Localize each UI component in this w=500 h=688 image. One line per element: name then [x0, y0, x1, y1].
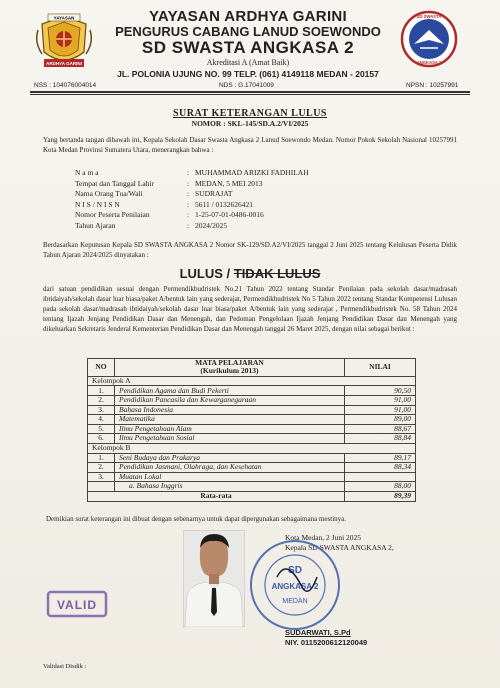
valid-stamp-icon [46, 590, 108, 618]
foundation-name: YAYASAN ARDHYA GARINI [148, 8, 348, 25]
header-divider-thick [30, 91, 470, 93]
col-score: NILAI [345, 359, 416, 377]
result-pass: LULUS / [179, 266, 231, 281]
decision-paragraph: Berdasarkan Keputusan Kepala SD SWASTA ANGKASA 2 Nomor SK-129/SD.A2/VI/2025 tanggal 2 Juni 2025 tentang Kelulusan Peserta Didik Tahun Ajaran 2024/2025 dinyatakan : [43, 241, 457, 259]
group-a-row: Kelompok A [88, 376, 416, 386]
yayasan-logo-icon [34, 12, 94, 70]
letter-number: NOMOR : SKL-145/SD.A.2/VI/2025 [191, 119, 309, 128]
table-row: 2. Pendidikan Jasmani, Olahraga, dan Kesehatan 88,34 [88, 463, 416, 473]
table-row: 6. Ilmu Pengetahuan Sosial 88,84 [88, 434, 416, 444]
average-row: Rata-rata 89,39 [88, 491, 416, 501]
col-subject: MATA PELAJARAN (Kurikulum 2013) [115, 359, 345, 377]
table-row: a. Bahasa Inggris 88,00 [88, 482, 416, 492]
nds-number: NDS : G.17041009 [219, 82, 274, 89]
identity-row: Tempat dan Tanggal Lahir : MEDAN, 5 MEI 2013 [75, 178, 263, 188]
table-row: 4. Matematika 89,00 [88, 415, 416, 425]
school-stamp-icon [247, 537, 343, 633]
identity-row: N I S / N I S N : 5611 / 0132626421 [75, 199, 254, 209]
identity-row: Nama Orang Tua/Wali : SUDRAJAT [75, 189, 233, 198]
table-row: 2. Pendidikan Pancasila dan Kewarganegaraan 91,00 [88, 396, 416, 406]
group-b-row: Kelompok B [88, 443, 416, 453]
stamp-sd-text: SD [288, 565, 302, 576]
npsn-number: NPSN : 10257991 [406, 82, 459, 89]
stamp-city-text: MEDAN [282, 598, 308, 605]
intro-paragraph: Yang bertanda tangan dibawah ini, Kepala Sekolah Dasar Swasta Angkasa 2 Lanud Soewondo Medan. Nomor Pokok Sekolah Nasional 10257991 Kota Medan Provinsi Sumatera Utara, menerangkan bahwa : [43, 136, 457, 154]
principal-name: SUDARWATI, S.Pd [285, 628, 351, 637]
col-no: NO [88, 359, 115, 377]
logo-left-bottom-text: ARDHYA GARINI [46, 61, 82, 66]
table-row: 3. Muatan Lokal [88, 472, 416, 482]
branch-name: PENGURUS CABANG LANUD SOEWONDO [115, 24, 381, 39]
valid-stamp-text: VALID [56, 598, 98, 612]
logo-right-top-text: SD SWASTA [416, 14, 442, 19]
logo-left-top-text: YAYASAN [53, 15, 75, 21]
regulation-paragraph: dari satuan pendidikan sesuai dengan Permendikbudristek No.21 Tahun 2022 tentang Standar Penilaian pada sekolah dasar/madrasah ibtidaiyah/sekolah dasar luar biasa/paket A/bentuk lain yang sederajat, Permendikbudristek No 5 Tahun 2022 tentang Standar Kompetensi Lulusan pada sekolah dasar/madrasah ibtidaiyah/sekolah dasar luar biasa/paket A/bentuk lain yang sederajat , Permendikbudristek No. 58 Tahun 2024 tentang Ijazah Jenjang Pendidikan Dasar dan Menengah, dan Pedoman Pengelolaan Ijazah Jenjang Pendidikan Dasar dan Menengah yang dikeluarkan Sekretaris Jenderal Kementerian Pendidikan Dasar dan Menengah tanggal 26 Maret 2025, dengan nilai sebagai berikut : [43, 285, 457, 333]
identity-row: Nomor Peserta Penilaian : 1-25-07-01-0486-0016 [75, 210, 264, 219]
logo-right-bottom-text: ANGKASA 2 [416, 60, 442, 65]
validation-label: Validasi Disdik : [43, 663, 87, 670]
grades-table [87, 358, 416, 502]
student-photo [183, 530, 245, 627]
graduation-result [0, 266, 500, 281]
school-address: JL. POLONIA UJUNG NO. 99 TELP. (061) 4149118 MEDAN - 20157 [117, 69, 379, 79]
stamp-school-text: ANGKASA 2 [271, 582, 319, 591]
school-logo-icon [400, 10, 458, 68]
identity-row: Tahun Ajaran : 2024/2025 [75, 220, 228, 230]
table-row: 5. Ilmu Pengetahuan Alam 88,67 [88, 424, 416, 434]
closing-statement: Demikian surat keterangan ini dibuat dengan sebenarnya untuk dapat dipergunakan sebagaimana mestinya. [46, 515, 346, 523]
table-row: 3. Bahasa Indonesia 91,00 [88, 405, 416, 415]
signer-role: Kepala SD SWASTA ANGKASA 2, [285, 542, 394, 552]
identity-row: N a m a : MUHAMMAD ARIZKI FADHILAH [75, 168, 309, 177]
student-identity [75, 168, 455, 231]
table-row: 1. Seni Budaya dan Prakarya 89,17 [88, 453, 416, 463]
table-row: 1. Pendidikan Agama dan Budi Pekerti 90,50 [88, 386, 416, 396]
principal-block [285, 628, 367, 647]
place-date: Kota Medan, 2 Juni 2025 [285, 533, 362, 542]
letter-title: SURAT KETERANGAN LULUS [173, 108, 327, 119]
result-fail-struck: TIDAK LULUS [233, 266, 321, 281]
nss-number: NSS : 104076004014 [34, 82, 97, 89]
header-divider-thin [30, 94, 470, 95]
principal-nip: NIY. 0115200612120049 [285, 637, 368, 647]
school-name: SD SWASTA ANGKASA 2 [141, 38, 355, 57]
accreditation: Akreditasi A (Amat Baik) [206, 58, 290, 67]
table-header-row [88, 359, 416, 377]
